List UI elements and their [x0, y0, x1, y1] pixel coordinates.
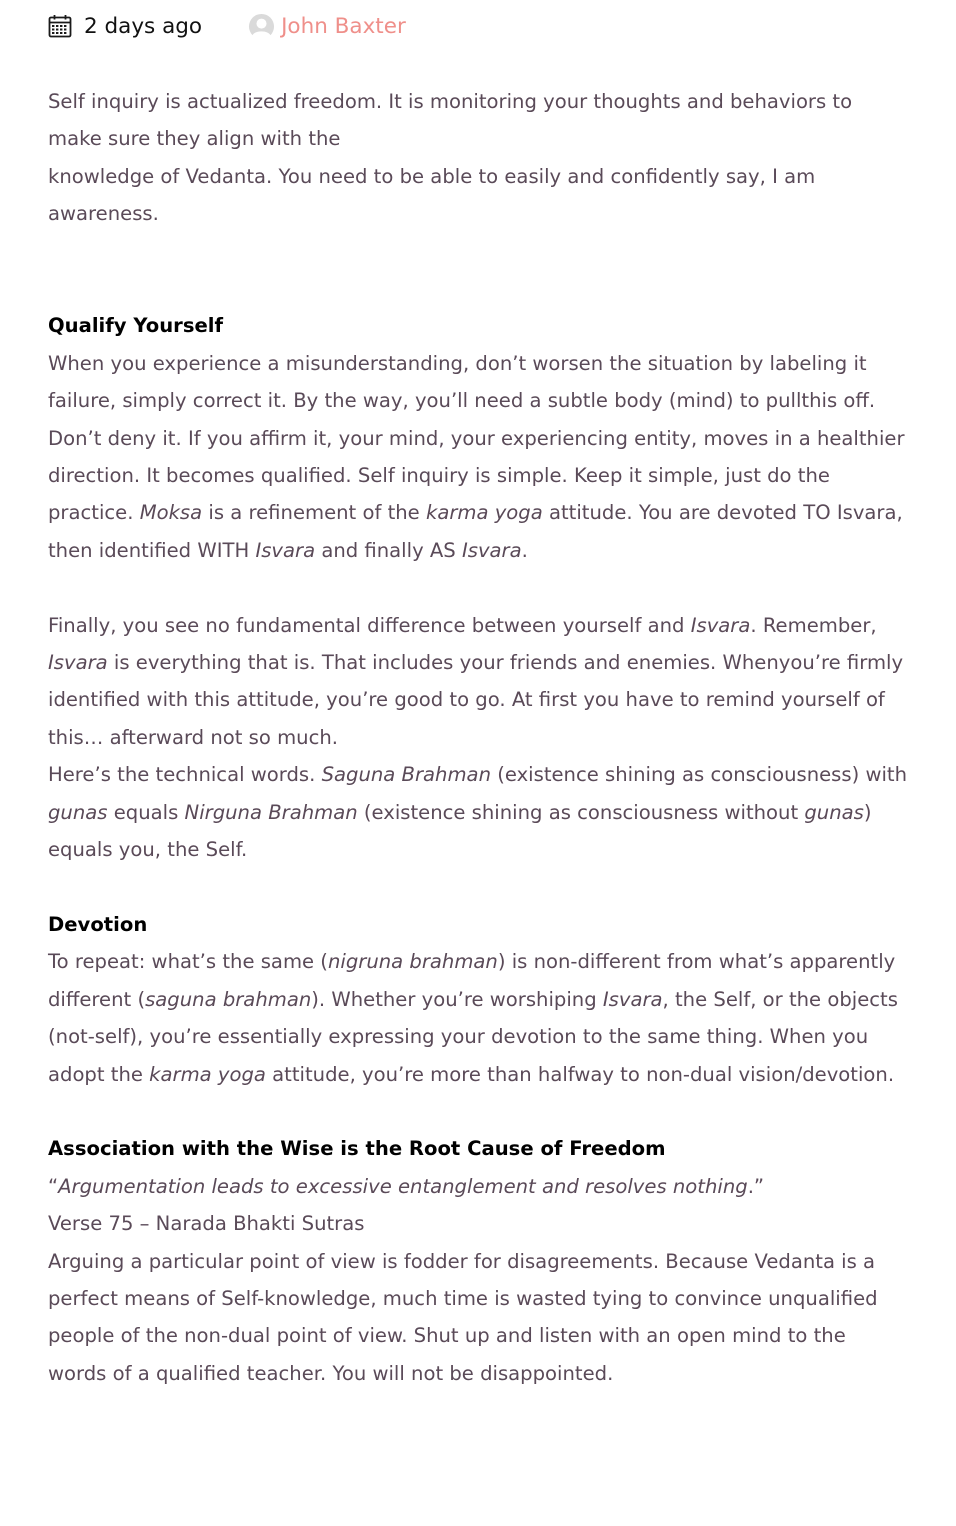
post-meta — [48, 8, 406, 44]
article-body — [48, 83, 908, 1392]
post-date — [48, 14, 202, 39]
spacer — [48, 569, 908, 606]
post-date-text: 2 days ago — [84, 13, 203, 39]
spacer — [48, 1093, 908, 1130]
heading-qualify-yourself: Qualify Yourself — [48, 314, 224, 338]
author-name: John Baxter — [281, 13, 406, 39]
quote: “Argumentation leads to excessive entanglement and resolves nothing.” — [48, 1174, 765, 1198]
author-link[interactable] — [248, 13, 406, 40]
calendar-icon — [48, 14, 72, 38]
qualify-paragraph-3: Here’s the technical words. Saguna Brahman (existence shining as consciousness) with gunas equals Nirguna Brahman (existence shining as consciousness without gunas) equals you, the Self. — [48, 763, 908, 862]
user-avatar-icon — [248, 13, 275, 40]
qualify-paragraph-1: When you experience a misunderstanding, don’t worsen the situation by labeling it failure, simply correct it. By the way, you’ll need a subtle body (mind) to pullthis off. Don’t deny it. If you affirm it, your mind, your experiencing entity, moves in a healthier direction. It becomes qualified. Self inquiry is simple. Keep it simple, just do the practice. Moksa is a refinement of the karma yoga attitude. You are devoted TO Isvara, then identified WITH Isvara and finally AS Isvara. — [48, 351, 905, 562]
association-paragraph: Arguing a particular point of view is fodder for disagreements. Because Vedanta is a perfect means of Self-knowledge, much time is wasted tying to convince unqualified people of the non-dual point of view. Shut up and listen with an open mind to the words of a qualified teacher. You will not be disappointed. — [48, 1249, 878, 1385]
devotion-paragraph: To repeat: what’s the same (nigruna brahman) is non-different from what’s apparently different (saguna brahman). Whether you’re worshiping Isvara, the Self, or the objects (not-self), you’re essentially expressing your devotion to the same thing. When you adopt the karma yoga attitude, you’re more than halfway to non-dual vision/devotion. — [48, 950, 898, 1086]
spacer — [48, 233, 908, 308]
intro-line-2: knowledge of Vedanta. You need to be able to easily and confidently say, I am awareness. — [48, 164, 816, 226]
intro-paragraph — [48, 83, 908, 233]
spacer — [48, 869, 908, 906]
heading-association: Association with the Wise is the Root Cause of Freedom — [48, 1137, 666, 1161]
heading-devotion: Devotion — [48, 912, 148, 936]
intro-line-1: Self inquiry is actualized freedom. It is monitoring your thoughts and behaviors to make sure they align with the — [48, 90, 853, 151]
qualify-paragraph-2: Finally, you see no fundamental difference between yourself and Isvara. Remember, Isvara is everything that is. That includes your friends and enemies. Whenyou’re firmly identified with this attitude, you’re good to go. At first you have to remind yourself of this… afterward not so much. — [48, 613, 904, 749]
quote-source: Verse 75 – Narada Bhakti Sutras — [48, 1212, 365, 1236]
